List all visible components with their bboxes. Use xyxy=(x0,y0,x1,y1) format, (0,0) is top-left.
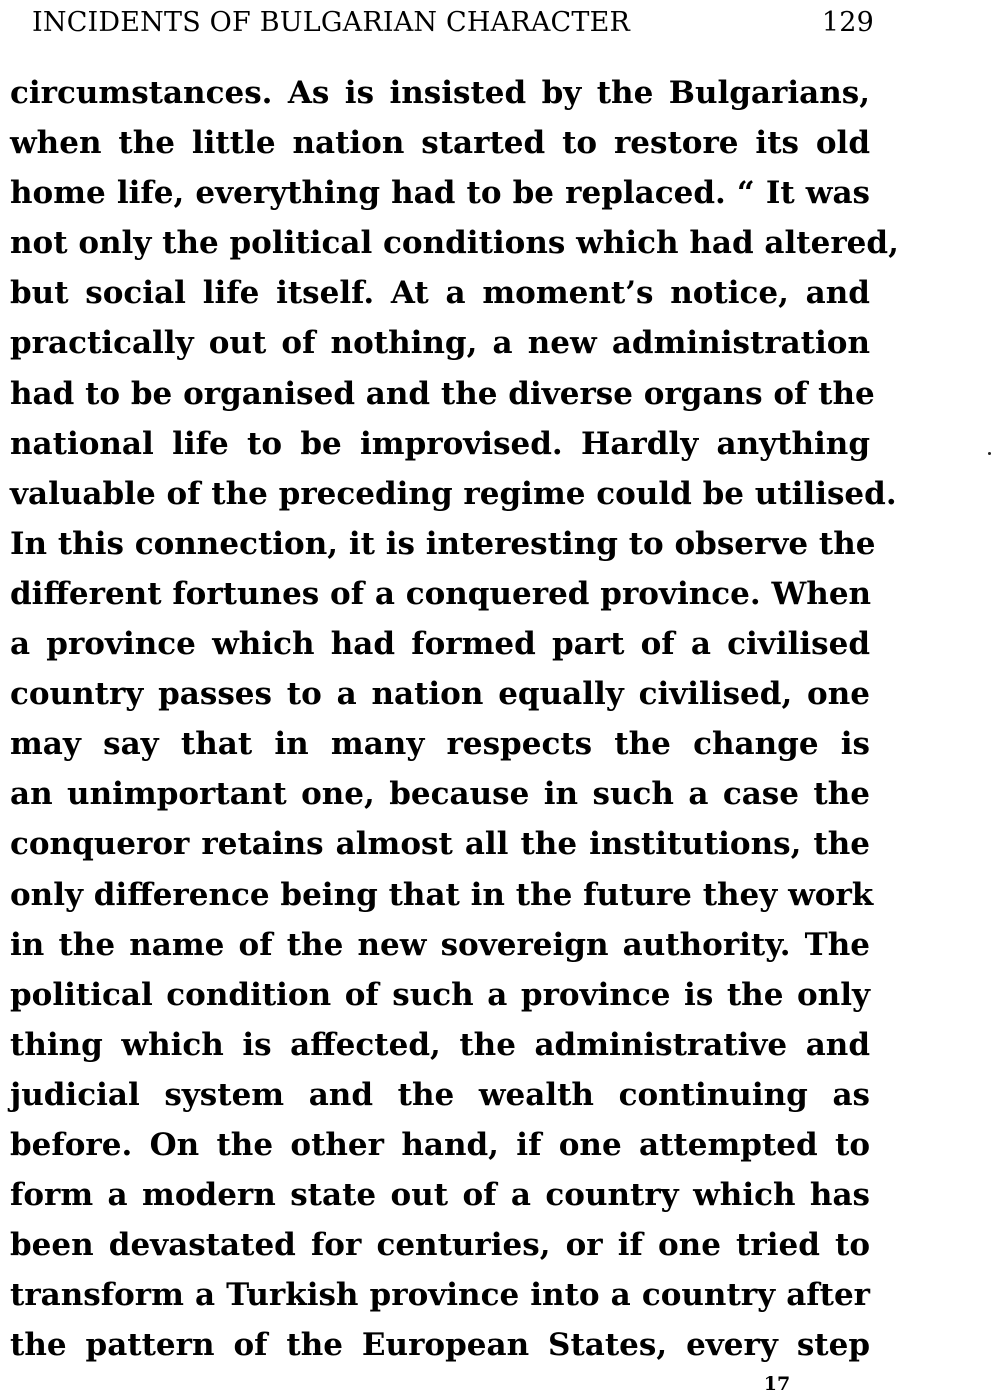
text-line: form a modern state out of a country which has xyxy=(10,1177,870,1214)
text-line: a province which had formed part of a civilised xyxy=(10,626,870,663)
text-line: only difference being that in the future they work xyxy=(10,876,874,913)
text-line: the pattern of the European States, every step xyxy=(10,1327,870,1364)
text-line: may say that in many respects the change is xyxy=(10,726,870,763)
text-line: thing which is affected, the administrative and xyxy=(10,1026,870,1063)
text-line: practically out of nothing, a new administration xyxy=(10,325,870,362)
text-line: had to be organised and the diverse organs of the xyxy=(10,375,875,412)
text-line: before. On the other hand, if one attempted to xyxy=(10,1126,870,1163)
text-line: but social life itself. At a moment’s notice, and xyxy=(10,275,870,312)
text-line: an unimportant one, because in such a case the xyxy=(10,776,870,813)
scan-speck xyxy=(988,452,991,455)
text-line: national life to be improvised. Hardly anything xyxy=(10,425,870,462)
text-line: home life, everything had to be replaced. “ It was xyxy=(10,175,870,212)
text-line: In this connection, it is interesting to observe the xyxy=(10,525,876,562)
text-line: circumstances. As is insisted by the Bulgarians, xyxy=(10,75,870,111)
text-line: not only the political conditions which had altered, xyxy=(10,225,899,262)
running-head xyxy=(32,4,874,40)
text-line: in the name of the new sovereign authority. The xyxy=(10,926,870,963)
text-line: been devastated for centuries, or if one tried to xyxy=(10,1227,870,1264)
chapter-title: INCIDENTS OF BULGARIAN CHARACTER xyxy=(32,6,631,38)
text-line: when the little nation started to restore its old xyxy=(10,125,870,162)
text-line: country passes to a nation equally civilised, one xyxy=(10,676,870,713)
body-text xyxy=(10,68,899,1370)
signature-mark: 17 xyxy=(763,1373,791,1395)
text-line: conqueror retains almost all the institutions, the xyxy=(10,826,870,863)
text-line: political condition of such a province is the only xyxy=(10,976,870,1013)
text-line: different fortunes of a conquered province. When xyxy=(10,575,872,612)
page-number: 129 xyxy=(821,6,874,38)
text-line: valuable of the preceding regime could be utilised. xyxy=(10,475,897,512)
text-line: judicial system and the wealth continuing as xyxy=(10,1076,870,1113)
text-line: transform a Turkish province into a country after xyxy=(10,1277,870,1314)
